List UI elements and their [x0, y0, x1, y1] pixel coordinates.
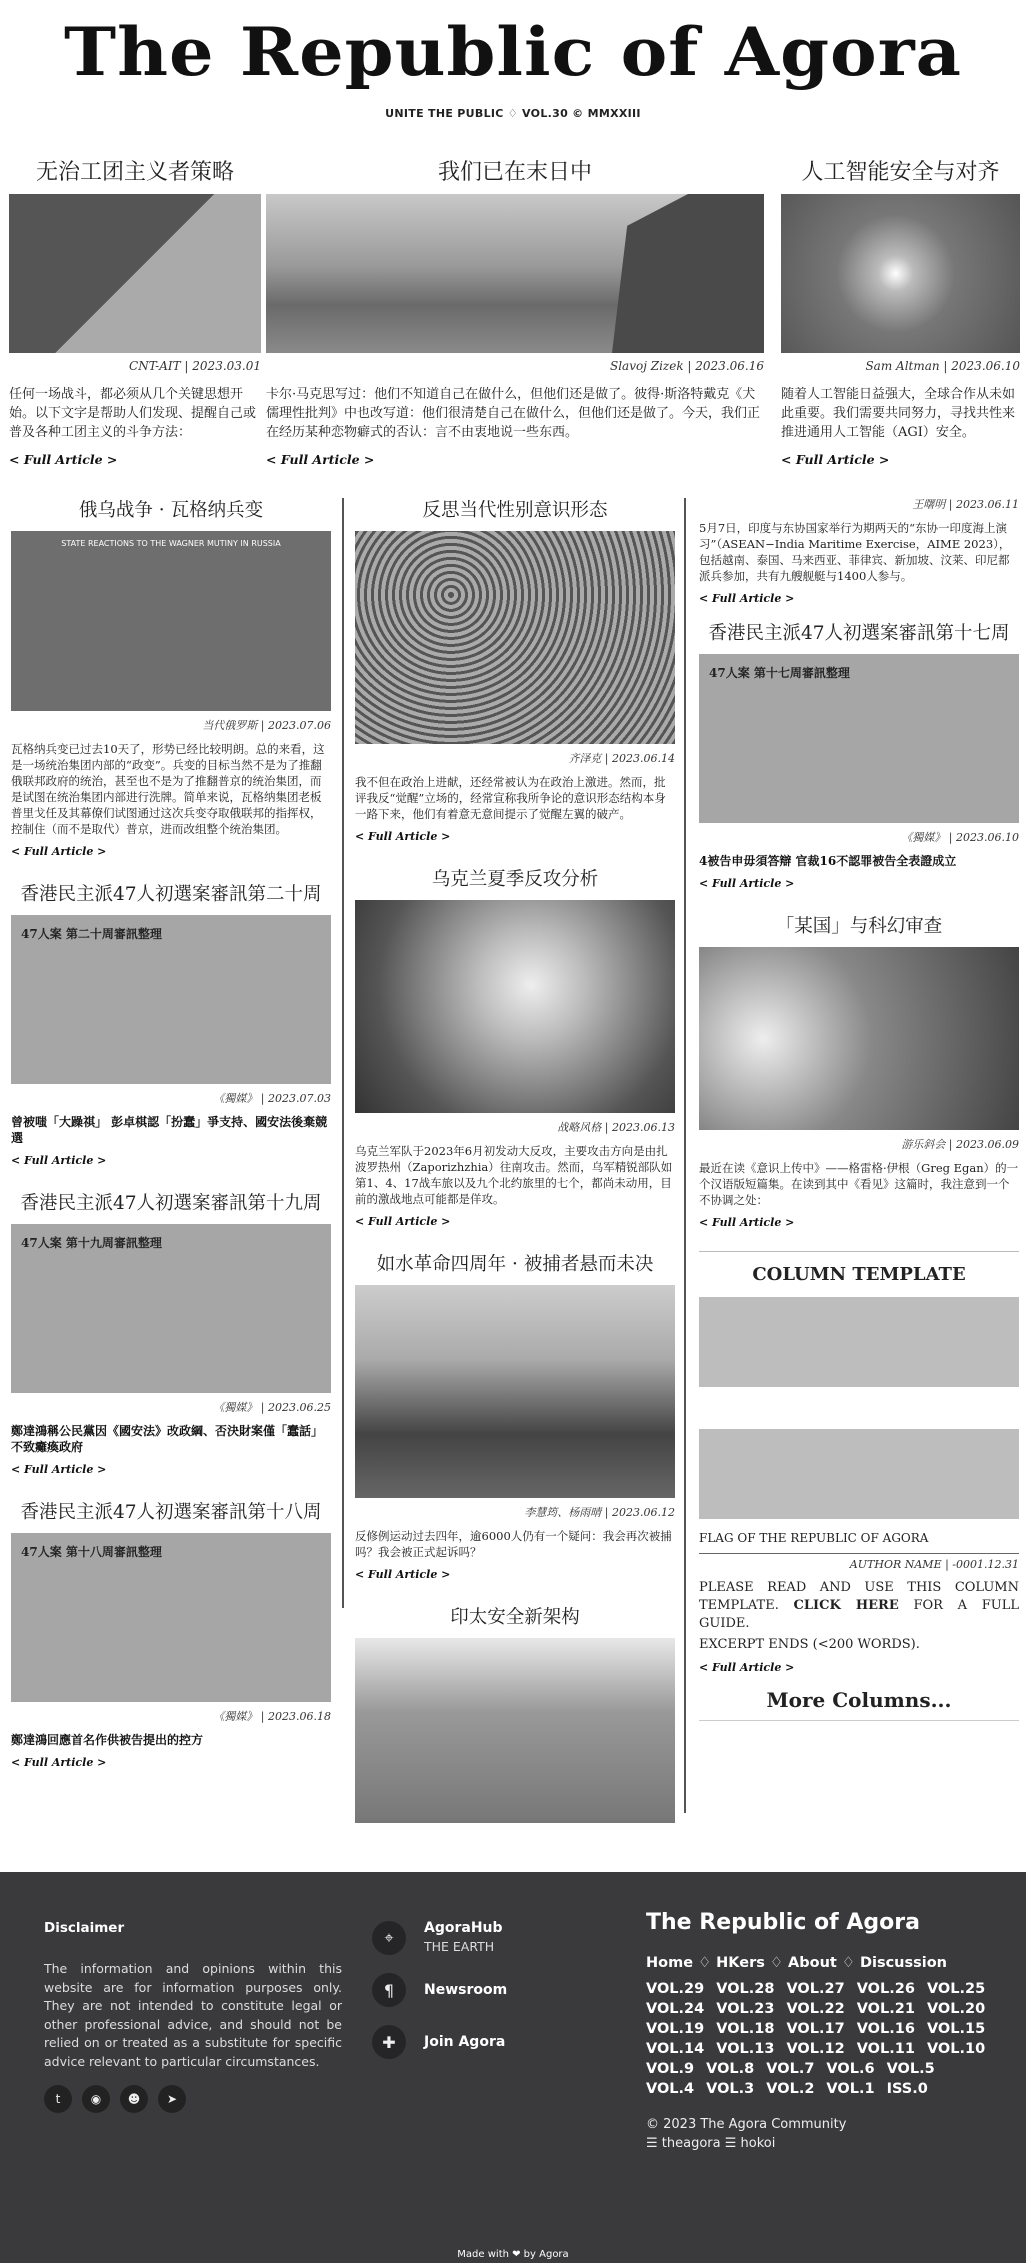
volume-links: [646, 1981, 986, 2097]
social-links: [44, 2085, 186, 2113]
join-agora-link[interactable]: [372, 2025, 507, 2059]
volume-link[interactable]: VOL.15: [926, 2021, 986, 2037]
article-title[interactable]: 乌克兰夏季反攻分析: [431, 869, 599, 890]
article-image[interactable]: [355, 1638, 675, 1823]
masthead: [0, 0, 1026, 120]
article-meta: 当代俄罗斯 | 2023.07.06: [202, 719, 331, 732]
volume-link[interactable]: VOL.4: [646, 2081, 695, 2097]
article-image[interactable]: [9, 194, 261, 353]
volume-link[interactable]: VOL.1: [826, 2081, 875, 2097]
article-headline: 4被告申毋須答辯 官裁16不認罪被告全表證成立: [699, 854, 957, 868]
more-columns-link[interactable]: More Columns...: [699, 1688, 1019, 1721]
article-image[interactable]: [355, 531, 675, 744]
article-meta: 游乐斜会 | 2023.06.09: [901, 1138, 1019, 1151]
copyright: [646, 2115, 986, 2153]
volume-link[interactable]: VOL.2: [766, 2081, 815, 2097]
article-meta: 《獨媒》 | 2023.07.03: [213, 1092, 331, 1105]
article-headline: 鄭達鴻稱公民黨因《國安法》改政綱、否決財案僅「蠢話」不致癱瘓政府: [11, 1424, 324, 1454]
full-article-link[interactable]: < Full Article >: [11, 1756, 107, 1769]
volume-link[interactable]: ISS.0: [886, 2081, 928, 2097]
template-meta: AUTHOR NAME | -0001.12.31: [699, 1553, 1019, 1571]
github-icon[interactable]: ◉: [82, 2085, 110, 2113]
template-heading: COLUMN TEMPLATE: [752, 1264, 966, 1285]
flag-image-top: [699, 1297, 1019, 1387]
article-card: [11, 496, 331, 858]
article-meta: 《獨媒》 | 2023.06.25: [213, 1401, 331, 1414]
volume-link[interactable]: VOL.21: [856, 2001, 915, 2017]
article-card: [355, 1603, 675, 1823]
full-article-link[interactable]: < Full Article >: [781, 452, 890, 467]
column-template: [699, 1251, 1019, 1721]
volume-link[interactable]: VOL.16: [856, 2021, 915, 2037]
volume-link[interactable]: VOL.3: [706, 2081, 755, 2097]
column-divider: [684, 498, 686, 1813]
copyright-text: © 2023 The Agora Community: [646, 2117, 847, 2132]
article-title[interactable]: 香港民主派47人初選案審訊第十九周: [20, 1193, 322, 1214]
article-image[interactable]: [699, 947, 1019, 1130]
article-meta: Slavoj Zizek | 2023.06.16: [609, 359, 764, 373]
volume-link[interactable]: VOL.18: [716, 2021, 775, 2037]
template-text-end: FOR A FULL GUIDE.: [699, 1598, 1019, 1631]
disclaimer-title: Disclaimer: [44, 1920, 125, 1936]
volume-link[interactable]: VOL.8: [706, 2061, 755, 2077]
article-title[interactable]: 俄乌战争 · 瓦格纳兵变: [78, 500, 264, 521]
full-article-link[interactable]: < Full Article >: [9, 452, 118, 467]
volume-link[interactable]: VOL.17: [786, 2021, 845, 2037]
volume-link[interactable]: VOL.6: [826, 2061, 875, 2077]
article-image[interactable]: [355, 1285, 675, 1498]
article-excerpt: 最近在读《意识上传中》——格雷格·伊根（Greg Egan）的一个汉语版短篇集。在读到其中《看见》这篇时，我注意到一个不协调之处：: [699, 1161, 1019, 1207]
full-article-link[interactable]: < Full Article >: [11, 1154, 107, 1167]
flag-image-bottom: [699, 1429, 1019, 1519]
article-image[interactable]: 47人案 第二十周審訊整理: [11, 915, 331, 1084]
article-excerpt: 随着人工智能日益强大，全球合作从未如此重要。我们需要共同努力，寻找共性来推进通用人工智能（AGI）安全。: [781, 387, 1016, 440]
flag-image-middle: [699, 1387, 1019, 1429]
nav-about[interactable]: About: [788, 1955, 837, 1971]
made-with-credit: Made with ❤ by Agora: [457, 2249, 569, 2260]
article-image[interactable]: [781, 194, 1020, 353]
article-title[interactable]: 无治工团主义者策略: [35, 160, 234, 185]
article-card: [11, 1189, 331, 1476]
article-card: [355, 865, 675, 1228]
article-card: [699, 619, 1019, 890]
article-card: [355, 1250, 675, 1581]
full-article-link[interactable]: < Full Article >: [699, 592, 795, 605]
link-title[interactable]: Join Agora: [424, 2034, 506, 2050]
article-image[interactable]: [266, 194, 764, 353]
volume-link[interactable]: VOL.26: [856, 1981, 915, 1997]
volume-link[interactable]: VOL.10: [926, 2041, 986, 2057]
article-card: [699, 496, 1019, 605]
article-title[interactable]: 印太安全新架构: [450, 1607, 580, 1628]
article-title[interactable]: 香港民主派47人初選案審訊第十八周: [20, 1502, 322, 1523]
puzzle-icon: ✚: [372, 2025, 406, 2059]
article-excerpt: 卡尔·马克思写过：他们不知道自己在做什么，但他们还是做了。彼得·斯洛特戴克《犬儒理性批判》中也改写道：他们很清楚自己在做什么，但他们还是做了。今天，我们正在经历某种恋物癖式的否认：言不由衷地说一些东西。: [266, 387, 761, 440]
article-card: [11, 880, 331, 1167]
volume-link[interactable]: VOL.13: [716, 2041, 775, 2057]
volume-link[interactable]: VOL.19: [646, 2021, 705, 2037]
nav-hkers[interactable]: HKers: [716, 1955, 765, 1971]
full-article-link[interactable]: < Full Article >: [11, 845, 107, 858]
article-card: [11, 1498, 331, 1769]
nav-home[interactable]: Home: [646, 1955, 694, 1971]
volume-link[interactable]: VOL.28: [716, 1981, 775, 1997]
article-title[interactable]: 香港民主派47人初選案審訊第二十周: [20, 884, 322, 905]
footer-logo[interactable]: The Republic of Agora: [646, 1910, 920, 1935]
article-meta: 《獨媒》 | 2023.06.10: [901, 831, 1019, 844]
full-article-link[interactable]: < Full Article >: [266, 452, 375, 467]
full-article-link[interactable]: < Full Article >: [11, 1463, 107, 1476]
footer-menu-links[interactable]: ☰ theagora ☰ hokoi: [646, 2136, 776, 2151]
twitter-icon[interactable]: t: [44, 2085, 72, 2113]
template-guide-link[interactable]: CLICK HERE: [793, 1598, 899, 1613]
article-excerpt: 瓦格纳兵变已过去10天了，形势已经比较明朗。总的来看，这是一场统治集团内部的“政变”。兵变的目标当然不是为了推翻俄联邦政府的统治，甚至也不是为了推翻普京的统治集团，而是试图在统治集团内部进行洗牌。简单来说，瓦格纳集团老板普里戈任及其幕僚们试图通过这次兵变夺取俄联邦的指挥权，控制住（而不是取代）普京，进而改组整个统治集团。: [11, 742, 325, 836]
column-divider: [342, 498, 344, 1608]
footer-links: [372, 1920, 507, 2077]
top-article-2: [266, 155, 764, 467]
link-title[interactable]: AgoraHub: [424, 1920, 503, 1936]
article-meta: 王曙明 | 2023.06.11: [912, 498, 1019, 511]
disclaimer-text: The information and opinions within this website are for information purposes only. They are not intended to constitute legal or other professional advice, and should not be relied on or treated as a substitute for specific advice relevant to particular circumstances.: [44, 1961, 342, 2069]
reddit-icon[interactable]: ☻: [120, 2085, 148, 2113]
article-meta: 战略风格 | 2023.06.13: [557, 1121, 675, 1134]
volume-link[interactable]: VOL.5: [886, 2061, 935, 2077]
volume-link[interactable]: VOL.24: [646, 2001, 705, 2017]
column-middle: [355, 496, 675, 1845]
volume-link[interactable]: VOL.9: [646, 2061, 695, 2077]
article-image[interactable]: [355, 900, 675, 1113]
masthead-subtitle: UNITE THE PUBLIC ♢ VOL.30 © MMXXIII: [385, 107, 641, 120]
nav-discussion[interactable]: Discussion: [859, 1955, 948, 1971]
full-article-link[interactable]: < Full Article >: [355, 830, 451, 843]
paragraph-icon: ¶: [372, 1973, 406, 2007]
volume-link[interactable]: VOL.7: [766, 2061, 815, 2077]
volume-link[interactable]: VOL.27: [786, 1981, 845, 1997]
agorahub-link[interactable]: [372, 1920, 507, 1955]
site-title[interactable]: The Republic of Agora: [64, 12, 962, 91]
article-title[interactable]: 我们已在末日中: [437, 160, 592, 185]
telegram-icon[interactable]: ➤: [158, 2085, 186, 2113]
article-title[interactable]: 人工智能安全与对齐: [801, 160, 1000, 185]
article-excerpt: 反修例运动过去四年，逾6000人仍有一个疑问：我会再次被捕吗？我会被正式起诉吗？: [355, 1529, 672, 1559]
article-excerpt: 5月7日，印度与东协国家举行为期两天的“东协一印度海上演习”（ASEAN−India Maritime Exercise，AIME 2023），包括越南、泰国、马来西亚、菲律宾、新加坡、汶莱、印尼都派兵参加，共有九艘舰艇与1400人参与。: [699, 521, 1011, 583]
article-headline: 鄭達鴻回應首名作供被告提出的控方: [11, 1733, 204, 1747]
newsroom-link[interactable]: [372, 1973, 507, 2007]
volume-link[interactable]: VOL.14: [646, 2041, 705, 2057]
link-subtitle: THE EARTH: [424, 1939, 495, 1954]
article-meta: Sam Altman | 2023.06.10: [865, 359, 1020, 373]
article-image[interactable]: 47人案 第十七周審訊整理: [699, 654, 1019, 823]
article-image[interactable]: STATE REACTIONS TO THE WAGNER MUTINY IN RUSSIA: [11, 531, 331, 711]
article-headline: 曾被嗤「大躁祺」 彭卓棋認「扮蠢」爭支持、國安法後棄競選: [11, 1115, 328, 1145]
article-title[interactable]: 「某国」与科幻审查: [775, 916, 943, 937]
volume-link[interactable]: VOL.11: [856, 2041, 915, 2057]
top-article-1: [9, 155, 261, 467]
article-meta: 李慧筠、杨雨晴 | 2023.06.12: [524, 1506, 675, 1519]
footer-right: [646, 1910, 986, 2153]
top-article-3: [781, 155, 1020, 467]
article-excerpt: 乌克兰军队于2023年6月初发动大反攻，主要攻击方向是由扎波罗热州（Zaporizhzhia）往南攻击。然而，乌军精锐部队如第1、4、17战车旅以及九个北约旅里的七个，都尚未动用，目前的激战地点可能都是佯攻。: [355, 1144, 673, 1206]
template-text: PLEASE READ AND USE THIS COLUMN TEMPLATE.: [699, 1580, 1019, 1613]
article-title[interactable]: 香港民主派47人初選案審訊第十七周: [708, 623, 1010, 644]
full-article-link[interactable]: < Full Article >: [699, 1661, 795, 1674]
article-meta: 《獨媒》 | 2023.06.18: [213, 1710, 331, 1723]
article-card: [355, 496, 675, 843]
full-article-link[interactable]: < Full Article >: [355, 1568, 451, 1581]
article-excerpt: 我不但在政治上进献，还经常被认为在政治上激进。然而，批评我反“觉醒”立场的，经常宣称我所争论的意识形态结构本身一路下来，他们有着意无意间提示了觉醒左翼的破产。: [355, 775, 666, 821]
template-excerpt-end: EXCERPT ENDS (<200 WORDS).: [699, 1637, 920, 1652]
map-pin-icon: ⌖: [372, 1921, 406, 1955]
volume-link[interactable]: VOL.25: [926, 1981, 986, 1997]
volume-link[interactable]: VOL.23: [716, 2001, 775, 2017]
article-image[interactable]: 47人案 第十九周審訊整理: [11, 1224, 331, 1393]
disclaimer: [44, 1920, 342, 2071]
article-meta: 齐泽克 | 2023.06.14: [568, 752, 675, 765]
volume-link[interactable]: VOL.20: [926, 2001, 986, 2017]
template-caption: FLAG OF THE REPUBLIC OF AGORA: [699, 1531, 929, 1545]
column-right: [699, 496, 1019, 1721]
column-left: [11, 496, 331, 1791]
volume-link[interactable]: VOL.12: [786, 2041, 845, 2057]
full-article-link[interactable]: < Full Article >: [699, 877, 795, 890]
full-article-link[interactable]: < Full Article >: [699, 1216, 795, 1229]
footer-nav: Home ♢ HKers ♢ About ♢ Discussion: [646, 1955, 948, 1971]
volume-link[interactable]: VOL.29: [646, 1981, 705, 1997]
full-article-link[interactable]: < Full Article >: [355, 1215, 451, 1228]
footer: [0, 1872, 1026, 2263]
article-title[interactable]: 如水革命四周年 · 被捕者悬而未决: [376, 1254, 654, 1275]
article-title[interactable]: 反思当代性别意识形态: [422, 500, 608, 521]
volume-link[interactable]: VOL.22: [786, 2001, 845, 2017]
article-meta: CNT-AIT | 2023.03.01: [129, 359, 261, 373]
article-card: [699, 912, 1019, 1229]
article-image[interactable]: 47人案 第十八周審訊整理: [11, 1533, 331, 1702]
link-title[interactable]: Newsroom: [424, 1982, 508, 1998]
article-excerpt: 任何一场战斗，都必须从几个关键思想开始。以下文字是帮助人们发现、提醒自己或普及各种工团主义的斗争方法：: [9, 387, 257, 440]
